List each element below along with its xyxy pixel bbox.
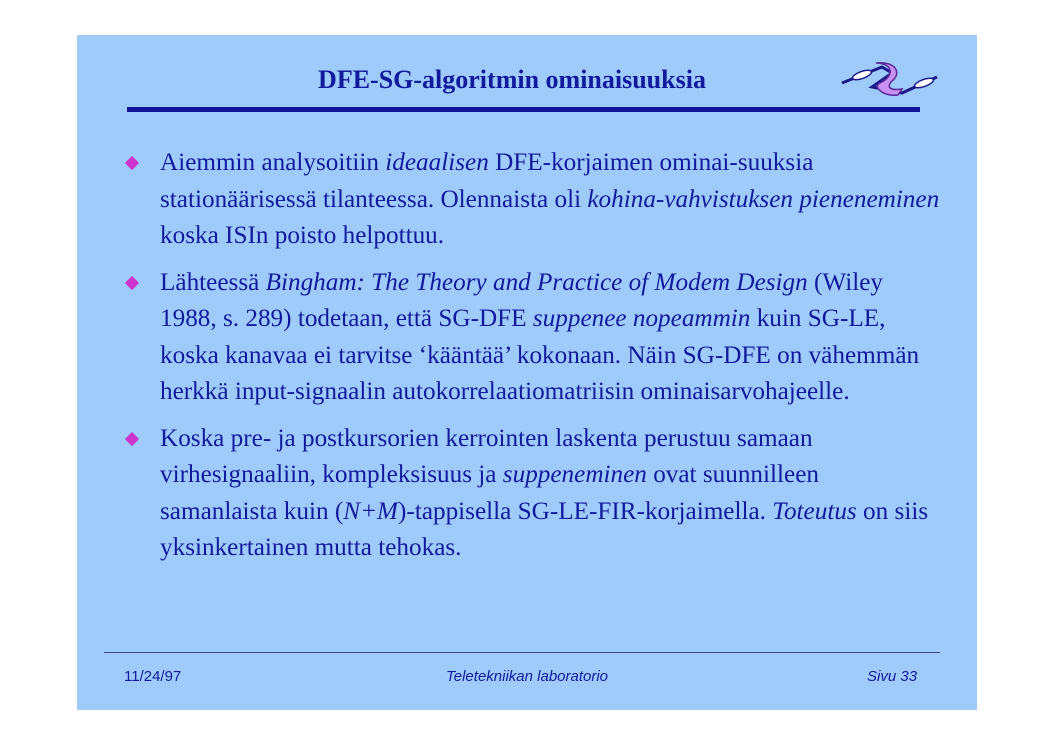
bullet-text-segment: on siis yksinkertainen mutta tehokas. xyxy=(160,497,929,561)
bullet-text-segment: )-tappisella SG-LE-FIR-korjaimella. xyxy=(398,497,773,525)
bullet-text-segment: ideaalisen xyxy=(385,149,489,176)
diamond-bullet-icon xyxy=(125,431,139,445)
diamond-bullet-icon xyxy=(125,156,139,170)
footer-page-number: Sivu 33 xyxy=(867,668,918,685)
bullet-text-segment: Aiemmin analysoitiin xyxy=(160,149,386,176)
footer-date: 11/24/97 xyxy=(124,668,182,685)
bullet-item xyxy=(122,421,942,567)
bullet-text-segment: suppeneminen xyxy=(502,461,647,488)
footer-divider xyxy=(104,652,940,653)
bullet-text-segment: kuin SG-LE, koska kanavaa ei tarvitse ‘kääntää’ kokonaan. Näin SG-DFE on vähemmän herkkä input-signaalin autokorrelaatiomatriisin ominaisarvohajeelle. xyxy=(160,305,920,405)
title-underline xyxy=(127,107,920,112)
slide-title: DFE-SG-algoritmin ominaisuuksia xyxy=(318,65,706,94)
slide xyxy=(77,35,977,710)
bullet-text-segment: (Wiley 1988, s. 289) todetaan, että SG-DFE xyxy=(160,268,883,332)
diamond-bullet-icon xyxy=(125,275,139,289)
bullet-text-segment: N+M xyxy=(343,497,399,525)
zigzag-logo-icon xyxy=(832,53,947,101)
bullet-item xyxy=(122,265,942,411)
bullet-text-segment: Koska pre- ja postkursorien kerrointen laskenta perustuu samaan virhesignaaliin, kompleksisuus ja xyxy=(160,424,813,488)
bullet-text-segment: suppenee nopeammin xyxy=(532,305,751,332)
bullet-list xyxy=(122,145,942,577)
bullet-text-segment: Lähteessä xyxy=(160,268,266,296)
bullet-text-segment: koska ISIn poisto helpottuu. xyxy=(160,222,445,249)
bullet-text-segment: Toteutus xyxy=(772,497,857,525)
footer-institution: Teletekniikan laboratorio xyxy=(445,668,609,685)
bullet-item xyxy=(122,145,942,255)
bullet-text-segment: kohina-vahvistuksen pieneneminen xyxy=(587,185,940,213)
bullet-text-segment: ovat suunnilleen samanlaista kuin ( xyxy=(160,461,819,525)
bullet-text-segment: Bingham: The Theory and Practice of Modem Design xyxy=(265,268,808,296)
bullet-text-segment: DFE-korjaimen ominai-suuksia stationäärisessä tilanteessa. Olennaista oli xyxy=(160,149,814,213)
